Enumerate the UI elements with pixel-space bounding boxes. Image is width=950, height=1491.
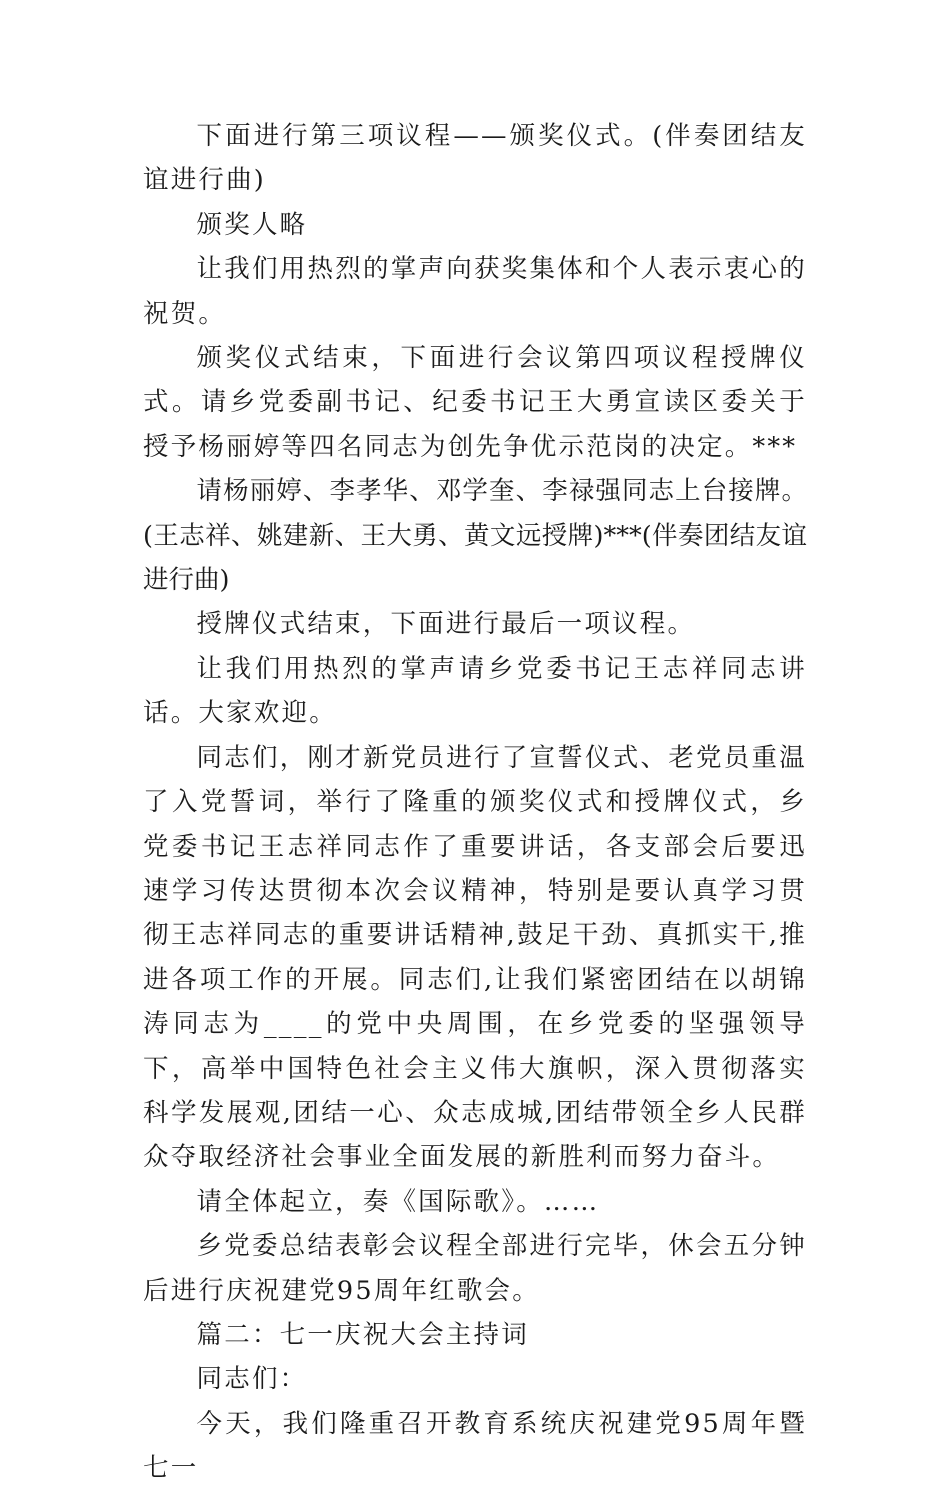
paragraph-plaque-ceremony: 颁奖仪式结束，下面进行会议第四项议程授牌仪式。请乡党委副书记、纪委书记王大勇宣读区委关于授予杨丽婷等四名同志为创先争优示范岗的决定。***	[143, 343, 807, 462]
paragraph-applause-winners: 让我们用热烈的掌声向获奖集体和个人表示衷心的祝贺。	[143, 254, 807, 329]
paragraph-adjournment: 乡党委总结表彰会议程全部进行完毕，休会五分钟后进行庆祝建党95周年红歌会。	[143, 1231, 807, 1306]
paragraph-internationale: 请全体起立，奏《国际歌》。……	[196, 1186, 600, 1217]
paragraph-opening-line: 今天，我们隆重召开教育系统庆祝建党95周年暨七一	[143, 1408, 807, 1484]
paragraph-salutation: 同志们：	[196, 1364, 308, 1395]
paragraph-plaque-recipients: 请杨丽婷、李孝华、邓学奎、李禄强同志上台接牌。(王志祥、姚建新、王大勇、黄文远授牌)***(伴奏团结友谊进行曲)	[143, 476, 807, 596]
paragraph-closing-remarks: 同志们，刚才新党员进行了宣誓仪式、老党员重温了入党誓词，举行了隆重的颁奖仪式和授牌仪式，乡党委书记王志祥同志作了重要讲话，各支部会后要迅速学习传达贯彻本次会议精神，特别是要认真学习贯彻王志祥同志的重要讲话精神,鼓足干劲、真抓实干,推进各项工作的开展。同志们,让我们紧密团结在以胡锦涛同志为____的党中央周围，在乡党委的坚强领导下，高举中国特色社会主义伟大旗帜，深入贯彻落实科学发展观,团结一心、众志成城,团结带领全乡人民群众夺取经济社会事业全面发展的新胜利而努力奋斗。	[143, 742, 807, 1173]
paragraph-secretary-speech: 让我们用热烈的掌声请乡党委书记王志祥同志讲话。大家欢迎。	[143, 653, 807, 729]
document-body	[143, 114, 807, 1491]
paragraph-award-ceremony: 下面进行第三项议程——颁奖仪式。(伴奏团结友谊进行曲)	[143, 121, 807, 196]
section-heading-part-two: 篇二：七一庆祝大会主持词	[196, 1319, 529, 1350]
paragraph-final-agenda: 授牌仪式结束，下面进行最后一项议程。	[196, 609, 696, 640]
paragraph-presenters-omitted: 颁奖人略	[196, 209, 308, 240]
